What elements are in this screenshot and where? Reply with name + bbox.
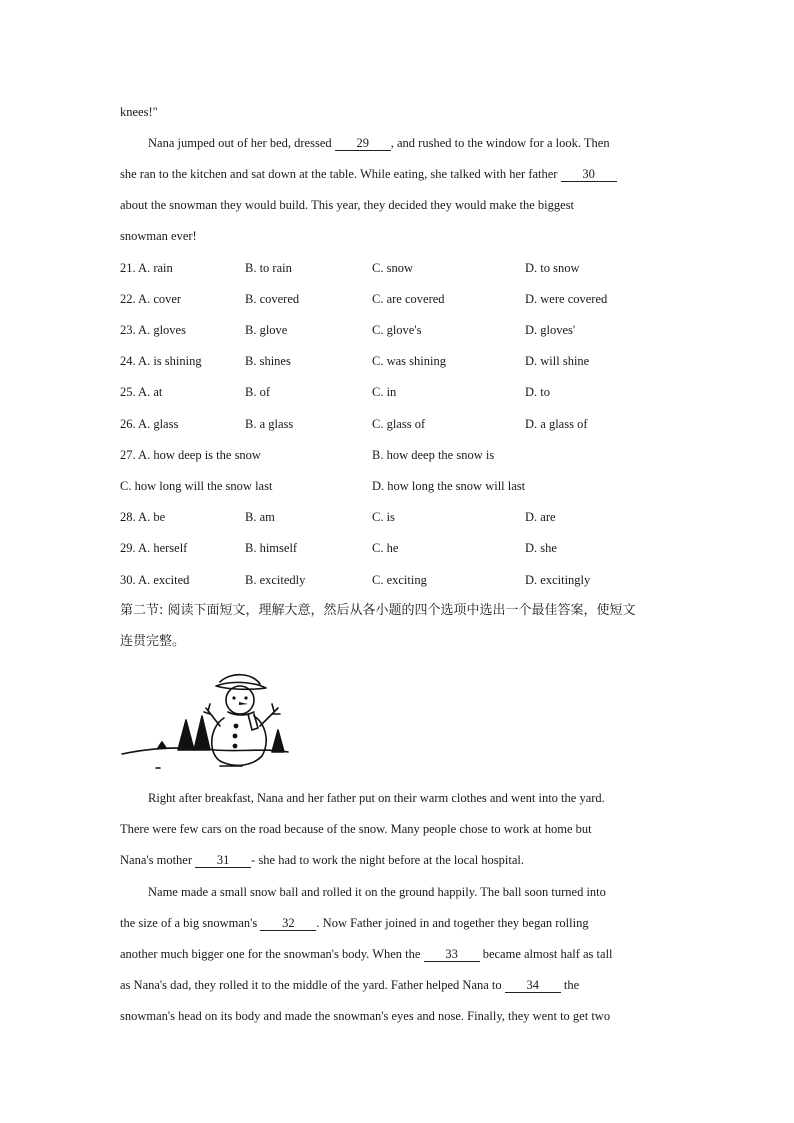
option: 25. A. at [120, 385, 163, 399]
option: 29. A. herself [120, 541, 188, 555]
option: B. of [245, 385, 270, 399]
option: 23. A. gloves [120, 323, 186, 337]
option: D. gloves' [525, 323, 576, 337]
text: Nana jumped out of her bed, dressed [148, 136, 335, 150]
text: , and rushed to the window for a look. Then [390, 136, 610, 150]
snowman-illustration [120, 668, 290, 778]
blank-30: 30 [561, 167, 617, 182]
option: B. himself [245, 541, 298, 555]
text-line [120, 915, 589, 931]
blank-31: 31 [195, 853, 251, 868]
option: B. covered [245, 292, 300, 306]
option: D. were covered [525, 292, 608, 306]
text: Nana's mother [120, 853, 196, 867]
option: C. are covered [372, 292, 445, 306]
text-line [120, 946, 613, 962]
option: D. she [525, 541, 557, 555]
option: C. snow [372, 261, 413, 275]
text: snowman ever! [120, 229, 197, 243]
option: D. a glass of [525, 417, 588, 431]
option: 30. A. excited [120, 573, 190, 587]
option: C. in [372, 385, 397, 399]
text: . Now Father joined in and together they began rolling [316, 916, 589, 930]
text-line [120, 166, 617, 182]
blank-33: 33 [424, 947, 480, 962]
text: the size of a big snowman's [120, 916, 261, 930]
text: knees!" [120, 105, 158, 119]
option: 24. A. is shining [120, 354, 202, 368]
left-arm [204, 704, 220, 726]
text: she ran to the kitchen and sat down at the table. While eating, she talked with her father [120, 167, 561, 181]
text: Right after breakfast, Nana and her father put on their warm clothes and went into the yard. [148, 791, 605, 805]
option: C. was shining [372, 354, 446, 368]
option: D. to snow [525, 261, 580, 275]
text-line [120, 977, 579, 993]
blank-34: 34 [505, 978, 561, 993]
option: 26. A. glass [120, 417, 179, 431]
text: snowman's head on its body and made the snowman's eyes and nose. Finally, they went to get two [120, 1009, 611, 1023]
text-line [120, 852, 524, 868]
snowman-head [226, 686, 254, 714]
option: C. he [372, 541, 399, 555]
option: C. glass of [372, 417, 426, 431]
text-line [148, 135, 610, 151]
option: C. is [372, 510, 395, 524]
option: 28. A. be [120, 510, 166, 524]
option: D. are [525, 510, 556, 524]
section-heading-cont: 连贯完整。 [120, 634, 186, 649]
snowman-body [212, 716, 266, 765]
text: about the snowman they would build. This year, they decided they would make the biggest [120, 198, 575, 212]
option: B. shines [245, 354, 291, 368]
text-line [148, 790, 605, 806]
option: B. how deep the snow is [372, 448, 495, 462]
text-line [148, 884, 606, 900]
option: 22. A. cover [120, 292, 182, 306]
blank-29: 29 [335, 136, 391, 151]
option: B. glove [245, 323, 288, 337]
option: D. to [525, 385, 550, 399]
text: the [560, 978, 580, 992]
option: D. excitingly [525, 573, 591, 587]
right-arm [260, 704, 280, 726]
text: Name made a small snow ball and rolled it on the ground happily. The ball soon turned into [148, 885, 606, 899]
text-line [120, 821, 592, 837]
option: B. am [245, 510, 275, 524]
option: C. how long will the snow last [120, 479, 273, 493]
text-line [120, 197, 574, 213]
option: D. will shine [525, 354, 590, 368]
option: 21. A. rain [120, 261, 173, 275]
option: C. exciting [372, 573, 427, 587]
option: C. glove's [372, 323, 422, 337]
text-line [120, 1008, 610, 1024]
text: another much bigger one for the snowman's body. When the [120, 947, 424, 961]
option: B. a glass [245, 417, 294, 431]
text-line [120, 104, 158, 120]
text: There were few cars on the road because of the snow. Many people chose to work at home but [120, 822, 592, 836]
option: B. excitedly [245, 573, 306, 587]
text: as Nana's dad, they rolled it to the middle of the yard. Father helped Nana to [120, 978, 505, 992]
option: 27. A. how deep is the snow [120, 448, 261, 462]
section-heading: 第二节: 阅读下面短文，理解大意，然后从各小题的四个选项中选出一个最佳答案，使短文 [120, 603, 636, 618]
text: - she had to work the night before at the local hospital. [251, 853, 524, 867]
text: became almost half as tall [479, 947, 613, 961]
text-line [120, 228, 197, 244]
option: B. to rain [245, 261, 292, 275]
blank-32: 32 [260, 916, 316, 931]
option: D. how long the snow will last [372, 479, 526, 493]
